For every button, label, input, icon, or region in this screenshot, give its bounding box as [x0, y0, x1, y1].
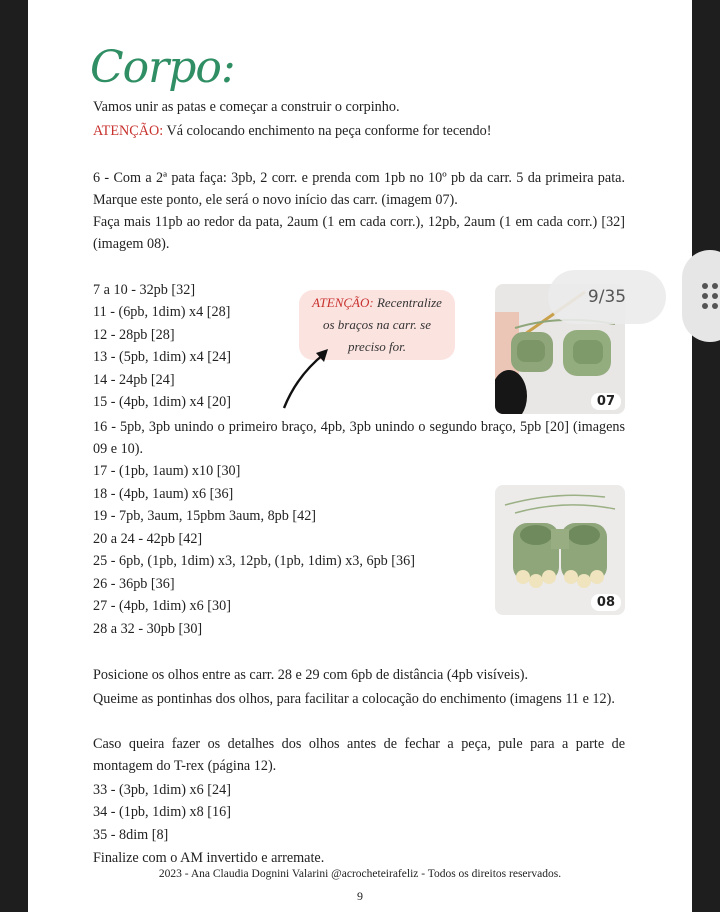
- warning-label: ATENÇÃO:: [93, 123, 164, 139]
- row-item: 15 - (4pb, 1dim) x4 [20]: [93, 394, 231, 410]
- callout-line-3: preciso for.: [347, 339, 407, 354]
- row-item: 13 - (5pb, 1dim) x4 [24]: [93, 349, 231, 365]
- row-item: 12 - 28pb [28]: [93, 327, 175, 343]
- row-item: 35 - 8dim [8]: [93, 827, 169, 843]
- row-item: 19 - 7pb, 3aum, 15pbm 3aum, 8pb [42]: [93, 508, 317, 524]
- row-item: 34 - (1pb, 1dim) x8 [16]: [93, 804, 231, 820]
- document-page: [28, 0, 692, 912]
- photo-08: [495, 485, 625, 615]
- copyright-footer: 2023 - Ana Claudia Dognini Valarini @acrocheteirafeliz - Todos os direitos reservados.: [158, 868, 562, 880]
- eyes-line-2: Queime as pontinhas dos olhos, para facilitar a colocação do enchimento (imagens 11 e 12).: [93, 691, 615, 707]
- callout-label: ATENÇÃO:: [312, 295, 374, 310]
- eyes-line-3: Caso queira fazer os detalhes dos olhos antes de fechar a peça, pule para a parte de montagem do T-rex (página 12).: [93, 736, 625, 774]
- step6-paragraph-1: 6 - Com a 2ª pata faça: 3pb, 2 corr. e prenda com 1pb no 10º pb da carr. 5 da primeira pata. Marque este ponto, ele será o novo início das carr. (imagem 07).: [93, 170, 625, 208]
- photo-label: 07: [591, 393, 621, 410]
- row-item: 26 - 36pb [36]: [93, 576, 175, 592]
- section-heading: Corpo:: [90, 42, 235, 93]
- finish-line: Finalize com o AM invertido e arremate.: [93, 850, 325, 866]
- row-item: 28 a 32 - 30pb [30]: [93, 621, 203, 637]
- warning-line: [93, 122, 491, 140]
- row-item: 14 - 24pb [24]: [93, 372, 175, 388]
- callout-text: Recentralize: [376, 295, 442, 310]
- row-item: 11 - (6pb, 1dim) x4 [28]: [93, 304, 231, 320]
- row-item: 7 a 10 - 32pb [32]: [93, 282, 196, 298]
- page-number: 9: [357, 889, 363, 903]
- arrow-icon: [278, 342, 338, 412]
- warning-text: Vá colocando enchimento na peça conforme for tecendo!: [163, 123, 492, 139]
- step6-paragraph-2: Faça mais 11pb ao redor da pata, 2aum (1 em cada corr.), 12pb, 2aum (1 em cada corr.) [32] (imagem 08).: [93, 214, 625, 252]
- callout-line-2: os braços na carr. se: [323, 317, 431, 332]
- row-item: 20 a 24 - 42pb [42]: [93, 531, 203, 547]
- eyes-line-1: Posicione os olhos entre as carr. 28 e 29 com 6pb de distância (4pb visíveis).: [93, 667, 528, 683]
- photo-label: 08: [591, 594, 621, 611]
- menu-handle[interactable]: [682, 250, 720, 342]
- row-item: 17 - (1pb, 1aum) x10 [30]: [93, 463, 241, 479]
- grid-dots-icon: [700, 281, 720, 311]
- intro-line: Vamos unir as patas e começar a construir o corpinho.: [93, 99, 400, 115]
- row-16: 16 - 5pb, 3pb unindo o primeiro braço, 4pb, 3pb unindo o segundo braço, 5pb [20] (imagens 09 e 10).: [93, 419, 625, 457]
- row-item: 25 - 6pb, (1pb, 1dim) x3, 12pb, (1pb, 1dim) x3, 6pb [36]: [93, 553, 415, 569]
- page-counter: 9/35: [548, 270, 666, 324]
- row-item: 18 - (4pb, 1aum) x6 [36]: [93, 486, 234, 502]
- row-item: 27 - (4pb, 1dim) x6 [30]: [93, 598, 231, 614]
- row-item: 33 - (3pb, 1dim) x6 [24]: [93, 782, 231, 798]
